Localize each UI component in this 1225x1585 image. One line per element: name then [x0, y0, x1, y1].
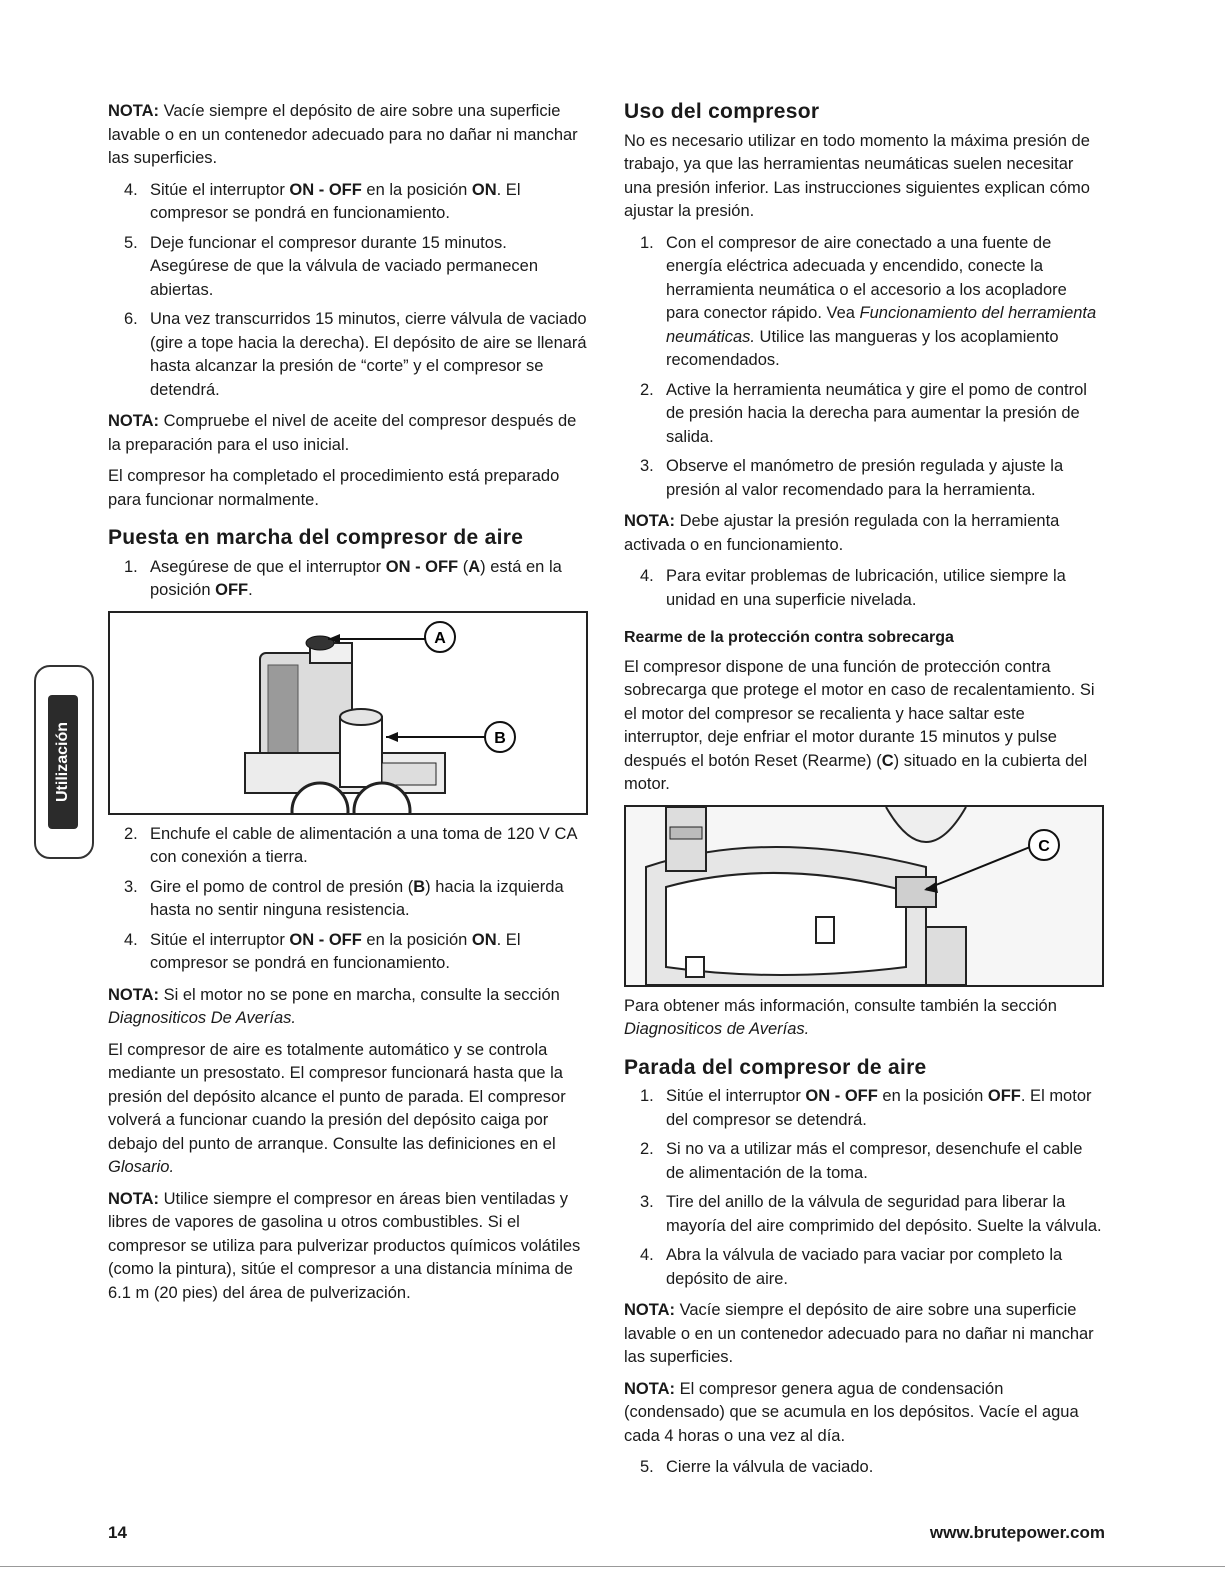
- reset-button-figure: [624, 805, 1104, 987]
- note-paragraph: [108, 410, 588, 457]
- step-number: 2.: [124, 824, 138, 843]
- step-bold: ON: [471, 180, 497, 199]
- step-bold: ON - OFF: [289, 930, 362, 949]
- body-paragraph: [624, 995, 1104, 1042]
- step-text: Gire el pomo de control de presión (: [150, 877, 414, 896]
- step-number: 4.: [640, 1246, 654, 1264]
- list-item: [624, 565, 1104, 612]
- step-bold: ON: [471, 930, 497, 949]
- section-heading: Parada del compresor de aire: [624, 1055, 927, 1079]
- step-bold: OFF: [987, 1087, 1021, 1105]
- step-bold: B: [413, 877, 426, 896]
- note-paragraph: [108, 984, 588, 1031]
- step-number: 3.: [640, 457, 654, 475]
- note-text: Vacíe siempre el depósito de aire sobre una superficie lavable o en un contenedor adecuado para no dañar ni manchar las superficies.: [624, 1301, 1094, 1366]
- list-item: [108, 556, 588, 603]
- note-paragraph: [624, 1378, 1104, 1449]
- note-paragraph: [624, 1299, 1104, 1370]
- body-text: El compresor de aire es totalmente automático y se controla mediante un presostato. El compresor funcionará hasta que la presión del depósito alcance el punto de parada. El compresor volverá a funcionar cuando la presión del depósito caiga por debajo del punto de arranque. Consulte las definiciones en el: [108, 1040, 566, 1153]
- list-item: [108, 876, 588, 923]
- step-number: 5.: [124, 233, 138, 252]
- cross-reference: Funcionamiento del herramienta neumáticas.: [666, 304, 1097, 346]
- note-label: NOTA:: [624, 512, 676, 530]
- steps-list: [108, 823, 588, 976]
- note-text: Si el motor no se pone en marcha, consulte la sección: [159, 985, 560, 1004]
- step-bold: ON - OFF: [385, 557, 459, 576]
- step-number: 3.: [124, 877, 138, 896]
- step-bold: A: [468, 557, 481, 576]
- step-text: Si no va a utilizar más el compresor, desenchufe el cable de alimentación de la toma.: [666, 1140, 1083, 1182]
- step-text: Enchufe el cable de alimentación a una toma de 120 V CA con conexión a tierra.: [150, 824, 577, 866]
- step-number: 2.: [640, 380, 654, 399]
- list-item: [624, 1138, 1104, 1185]
- step-text: Active la herramienta neumática y gire el pomo de control de presión hacia la derecha para aumentar la presión de salida.: [666, 380, 1087, 446]
- step-text: (: [458, 557, 469, 576]
- body-paragraph: No es necesario utilizar en todo momento la máxima presión de trabajo, ya que las herramientas neumáticas suelen necesitar una presión inferior. Las instrucciones siguientes explican cómo ajustar la presión.: [624, 131, 1090, 220]
- callout-b: B: [494, 729, 506, 747]
- step-number: 4.: [640, 567, 654, 585]
- step-text: ) está en la posición: [150, 557, 562, 599]
- step-text: Sitúe el interruptor: [150, 180, 290, 199]
- step-number: 4.: [124, 180, 138, 199]
- list-item: [624, 1085, 1104, 1132]
- step-text: Utilice las mangueras y los acoplamiento recomendados.: [666, 327, 1059, 369]
- step-number: 5.: [640, 1458, 654, 1476]
- steps-list: [624, 1085, 1104, 1291]
- website-link[interactable]: www.brutepower.com: [929, 1523, 1105, 1542]
- list-item: [108, 929, 588, 976]
- step-text: . El motor del compresor se detendrá.: [666, 1087, 1092, 1129]
- step-text: Tire del anillo de la válvula de seguridad para liberar la mayoría del aire comprimido del depósito. Suelte la válvula.: [666, 1193, 1102, 1235]
- step-number: 1.: [640, 233, 654, 252]
- step-text: en la posición: [877, 1087, 988, 1105]
- section-tab: [34, 665, 94, 859]
- motor-reset-illustration: [626, 807, 1102, 985]
- note-text: Compruebe el nivel de aceite del compresor después de la preparación para el uso inicial.: [108, 412, 577, 454]
- note-label: NOTA:: [108, 412, 160, 430]
- step-bold: OFF: [215, 581, 249, 599]
- step-text: Sitúe el interruptor: [666, 1087, 806, 1105]
- note-label: NOTA:: [108, 985, 160, 1004]
- step-number: 6.: [124, 310, 138, 328]
- step-text: Una vez transcurridos 15 minutos, cierre válvula de vaciado (gire a tope hacia la derecha). El depósito de aire se llenará hasta alcanzar la presión de “corte” y el compresor se detendrá.: [150, 310, 587, 399]
- body-paragraph: [108, 1039, 588, 1180]
- note-paragraph: [108, 100, 588, 171]
- note-text: El compresor genera agua de condensación (condensado) que se acumula en los depósitos. Vacíe el agua cada 4 horas o una vez al día.: [624, 1379, 1079, 1445]
- steps-list: [108, 179, 588, 403]
- section-heading: Uso del compresor: [624, 100, 820, 123]
- steps-list: [624, 565, 1104, 612]
- step-number: 4.: [124, 930, 138, 949]
- step-text: en la posición: [361, 930, 472, 949]
- list-item: [624, 232, 1104, 373]
- section-tab-label: Utilización: [54, 721, 71, 803]
- step-text: Con el compresor de aire conectado a una fuente de energía eléctrica adecuada y encendido, conecte la herramienta neumática o el accesorio a los acopladore para conector rápido. Vea: [666, 233, 1067, 322]
- body-bold: C: [881, 751, 894, 770]
- step-text: Asegúrese de que el interruptor: [150, 557, 386, 576]
- body-text: ) situado en la cubierta del motor.: [624, 751, 1088, 793]
- list-item: [624, 1456, 1104, 1480]
- body-paragraph: El compresor ha completado el procedimiento está preparado para funcionar normalmente.: [108, 467, 560, 509]
- note-label: NOTA:: [108, 102, 160, 120]
- pressure-switch-illustration: [110, 613, 586, 813]
- step-bold: ON - OFF: [805, 1087, 878, 1105]
- step-number: 1.: [640, 1087, 654, 1105]
- steps-list: [108, 556, 588, 603]
- note-label: NOTA:: [624, 1379, 676, 1398]
- step-text: ) hacia la izquierda hasta no sentir ninguna resistencia.: [150, 877, 564, 919]
- step-number: 3.: [640, 1193, 654, 1211]
- step-text: . El compresor se pondrá en funcionamiento.: [150, 180, 521, 222]
- note-label: NOTA:: [108, 1189, 160, 1208]
- list-item: [624, 379, 1104, 450]
- list-item: [108, 179, 588, 226]
- step-text: Sitúe el interruptor: [150, 930, 290, 949]
- list-item: [624, 1191, 1104, 1238]
- left-column: [108, 100, 588, 1313]
- footer-divider: [0, 1566, 1225, 1567]
- body-text: Para obtener más información, consulte también la sección: [624, 996, 1057, 1015]
- callout-c: C: [1038, 837, 1050, 855]
- cross-reference: Glosario.: [108, 1158, 175, 1176]
- subsection-heading: Rearme de la protección contra sobrecarga: [624, 629, 954, 646]
- cross-reference: Diagnositicos De Averías.: [108, 1009, 297, 1027]
- cross-reference: Diagnositicos de Averías.: [624, 1020, 810, 1038]
- step-text: Cierre la válvula de vaciado.: [666, 1458, 874, 1476]
- step-text: . El compresor se pondrá en funcionamiento.: [150, 930, 521, 972]
- list-item: [624, 455, 1104, 502]
- list-item: [624, 1244, 1104, 1291]
- note-paragraph: [624, 510, 1104, 557]
- right-column: [624, 100, 1104, 1488]
- list-item: [108, 232, 588, 303]
- note-paragraph: [108, 1188, 588, 1306]
- list-item: [108, 308, 588, 402]
- steps-list: [624, 232, 1104, 503]
- note-text: Utilice siempre el compresor en áreas bien ventiladas y libres de vapores de gasolina u otros combustibles. Si el compresor se utiliza para pulverizar productos químicos volátiles (como la pintura), sitúe el compresor a una distancia mínima de 6.1 m (20 pies) del área de pulverización.: [108, 1189, 581, 1302]
- step-text: Observe el manómetro de presión regulada y ajuste la presión al valor recomendado para la herramienta.: [666, 457, 1064, 499]
- step-text: .: [248, 581, 253, 599]
- page-number: 14: [108, 1523, 127, 1542]
- steps-list: [624, 1456, 1104, 1480]
- step-text: en la posición: [361, 180, 472, 199]
- step-bold: ON - OFF: [289, 180, 362, 199]
- step-number: 1.: [124, 557, 138, 576]
- note-label: NOTA:: [624, 1301, 676, 1319]
- body-text: El compresor dispone de una función de protección contra sobrecarga que protege el motor en caso de recalentamiento. Si el motor del compresor se recalienta y hace saltar este interruptor, deje enfriar el motor durante 15 minutos y pulse después el botón Reset (Rearme) (: [624, 657, 1095, 770]
- step-text: Deje funcionar el compresor durante 15 minutos. Asegúrese de que la válvula de vaciado permanecen abiertas.: [150, 233, 539, 299]
- step-number: 2.: [640, 1140, 654, 1158]
- list-item: [108, 823, 588, 870]
- section-heading: Puesta en marcha del compresor de aire: [108, 526, 524, 549]
- note-text: Debe ajustar la presión regulada con la herramienta activada o en funcionamiento.: [624, 512, 1060, 554]
- callout-a: A: [434, 629, 446, 647]
- step-text: Abra la válvula de vaciado para vaciar por completo la depósito de aire.: [666, 1246, 1063, 1288]
- note-text: Vacíe siempre el depósito de aire sobre una superficie lavable o en un contenedor adecuado para no dañar ni manchar las superficies.: [108, 102, 578, 167]
- pressure-switch-figure: [108, 611, 588, 815]
- step-text: Para evitar problemas de lubricación, utilice siempre la unidad en una superficie nivelada.: [666, 567, 1066, 609]
- body-paragraph: [624, 656, 1104, 797]
